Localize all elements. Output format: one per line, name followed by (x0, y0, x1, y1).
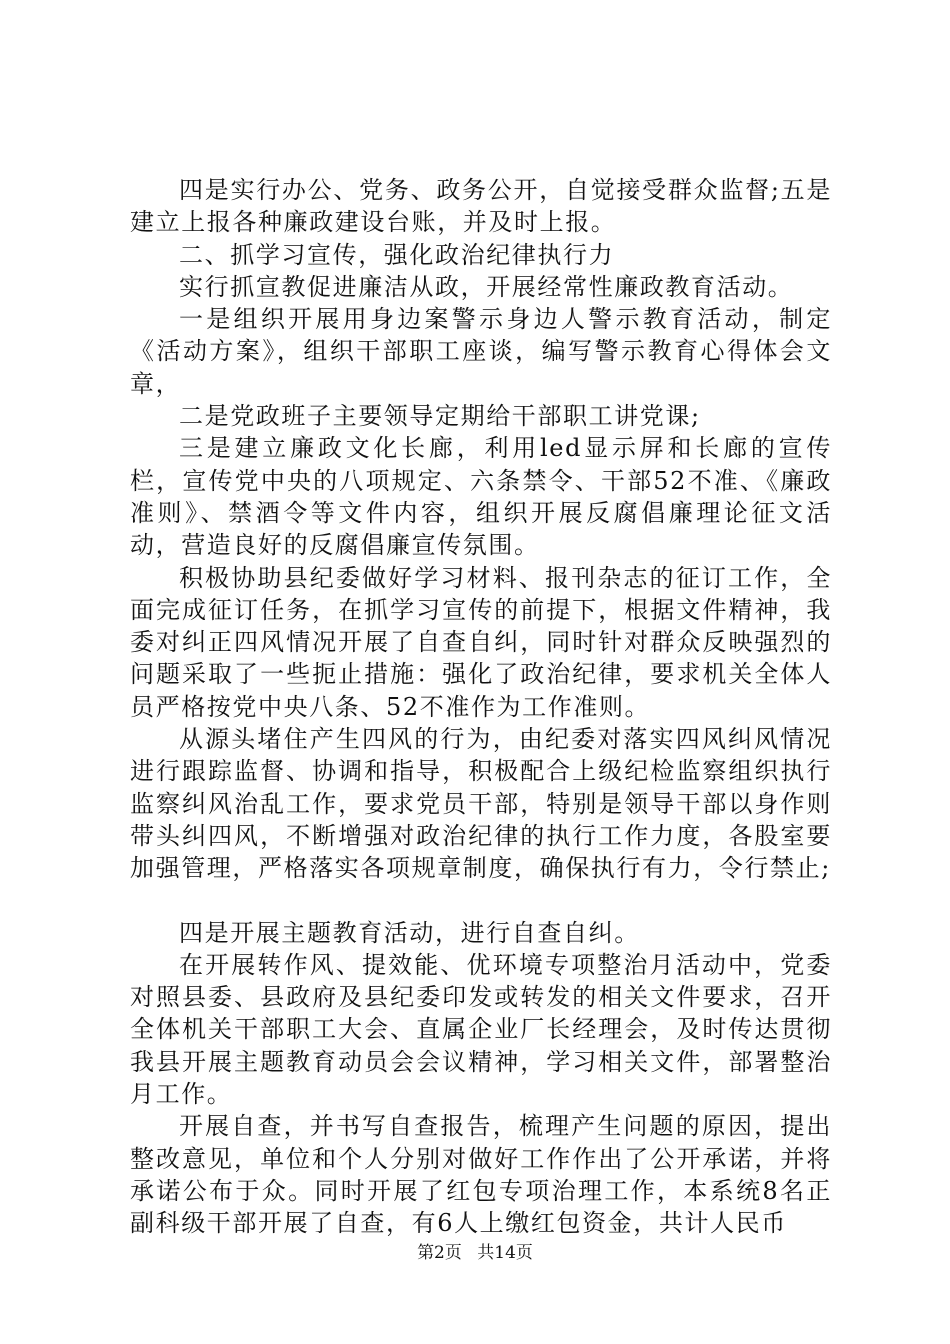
paragraph: 二是党政班子主要领导定期给干部职工讲党课; (179, 402, 701, 431)
page-number: 第2页 (417, 1243, 462, 1263)
paragraph-gap (130, 885, 832, 917)
paragraph: 三是建立廉政文化长廊，利用led显示屏和长廊的宣传栏，宣传党中央的八项规定、六条禁令、干部52不准、《廉政准则》、禁酒令等文件内容，组织开展反腐倡廉理论征文活动，营造良好的反腐倡廉宣传氛围。 (130, 434, 832, 560)
paragraph: 在开展转作风、提效能、优环境专项整治月活动中，党委对照县委、县政府及县纪委印发或转发的相关文件要求，召开全体机关干部职工大会、直属企业厂长经理会，及时传达贯彻我县开展主题教育动员会会议精神，学习相关文件，部署整治月工作。 (130, 950, 832, 1109)
paragraph: 四是实行办公、党务、政务公开，自觉接受群众监督;五是建立上报各种廉政建设台账，并及时上报。 (130, 176, 832, 237)
page-total: 共14页 (477, 1243, 533, 1263)
paragraph: 实行抓宣教促进廉洁从政，开展经常性廉政教育活动。 (179, 272, 794, 301)
document-body (130, 174, 832, 1240)
paragraph: 四是开展主题教育活动，进行自查自纠。 (179, 918, 640, 947)
paragraph: 一是组织开展用身边案警示身边人警示教育活动，制定《活动方案》，组织干部职工座谈，编写警示教育心得体会文章， (130, 305, 832, 398)
paragraph: 从源头堵住产生四风的行为，由纪委对落实四风纠风情况进行跟踪监督、协调和指导，积极配合上级纪检监察组织执行监察纠风治乱工作，要求党员干部，特别是领导干部以身作则带头纠四风，不断增强对政治纪律的执行工作力度，各股室要加强管理，严格落实各项规章制度，确保执行有力，令行禁止; (130, 725, 832, 883)
paragraph: 开展自查，并书写自查报告，梳理产生问题的原因，提出整改意见，单位和个人分别对做好工作作出了公开承诺，并将承诺公布于众。同时开展了红包专项治理工作，本系统8名正副科级干部开展了自查，有6人上缴红包资金，共计人民币 (130, 1112, 832, 1238)
section-heading: 二、抓学习宣传，强化政治纪律执行力 (179, 240, 615, 269)
page-footer (0, 1243, 950, 1263)
paragraph: 积极协助县纪委做好学习材料、报刊杂志的征订工作，全面完成征订任务，在抓学习宣传的前提下，根据文件精神，我委对纠正四风情况开展了自查自纠，同时针对群众反映强烈的问题采取了一些扼止措施：强化了政治纪律，要求机关全体人员严格按党中央八条、52不准作为工作准则。 (130, 563, 832, 721)
